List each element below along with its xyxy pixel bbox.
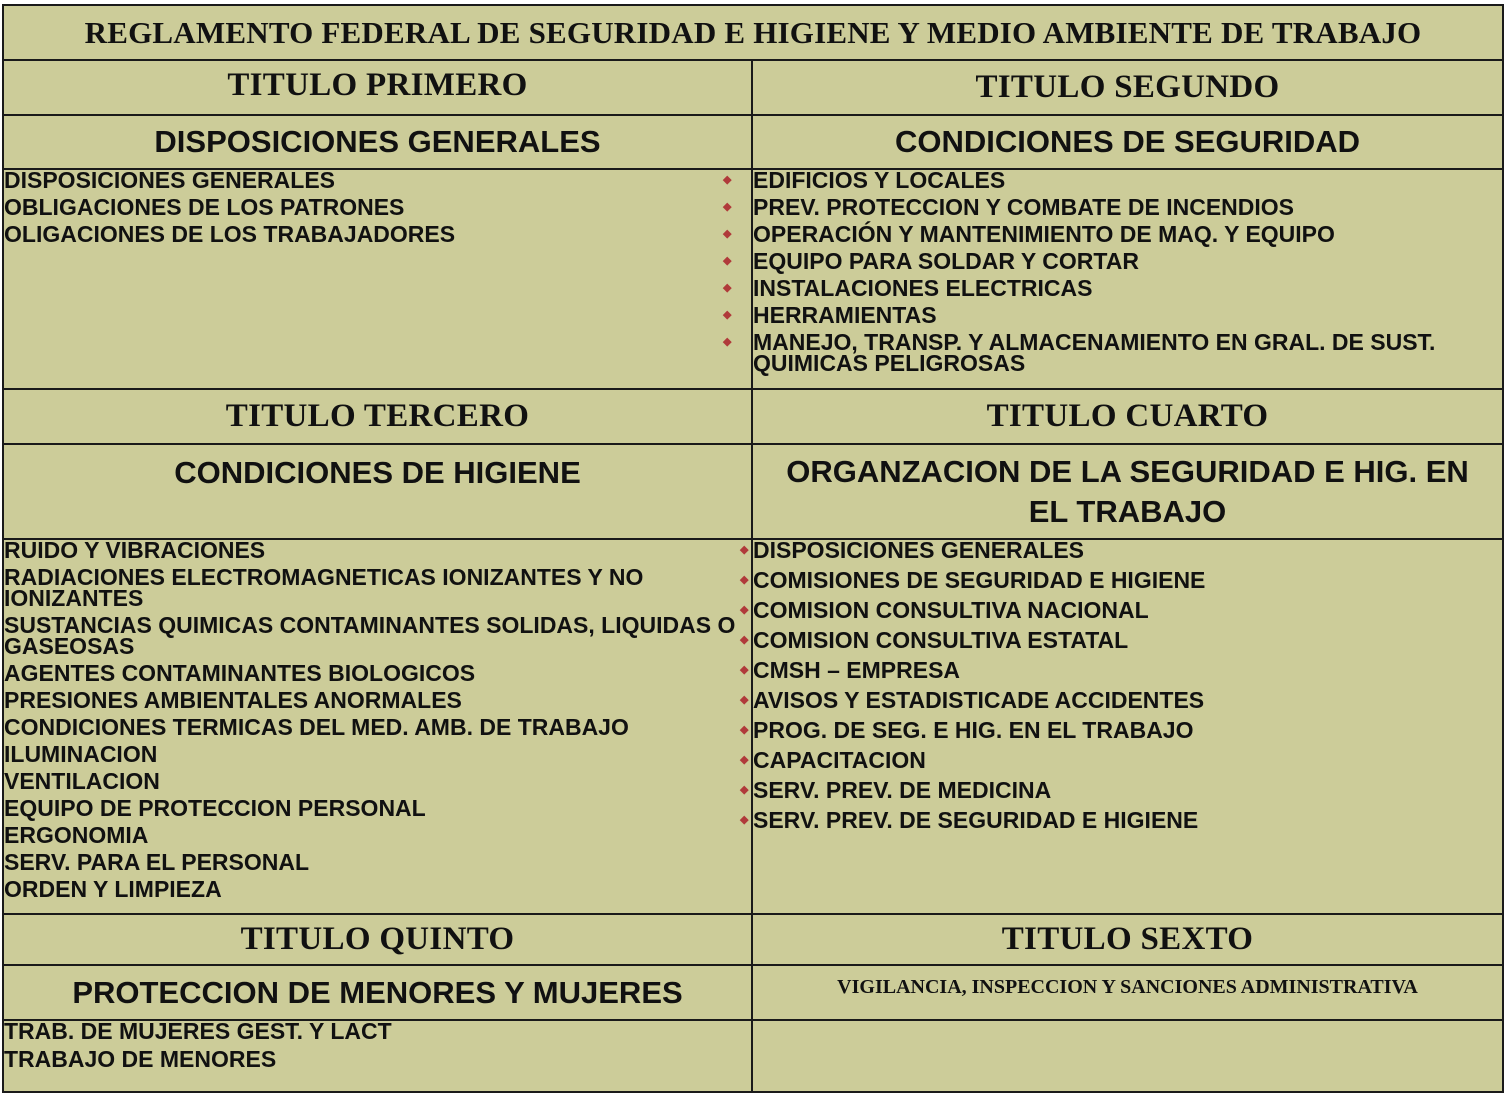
titulo-tercero-heading: TITULO TERCERO — [3, 389, 752, 444]
list-item — [4, 1046, 751, 1072]
list-item — [4, 1018, 751, 1044]
list-item-text: ERGONOMIA — [4, 822, 149, 848]
list-item — [740, 627, 1502, 653]
list-item — [4, 876, 751, 902]
list-item-text: SERV. PREV. DE MEDICINA — [753, 777, 1052, 803]
list-item — [740, 657, 1502, 683]
titulo-primero-list — [4, 167, 751, 247]
titulo-primero-section: DISPOSICIONES GENERALES — [3, 115, 752, 169]
diamond-bullet-icon: ◆ — [740, 784, 749, 796]
titulo-primero-heading: TITULO PRIMERO — [3, 60, 752, 115]
list-item — [740, 747, 1502, 773]
document-title: REGLAMENTO FEDERAL DE SEGURIDAD E HIGIENE Y MEDIO AMBIENTE DE TRABAJO — [3, 5, 1503, 60]
diamond-bullet-icon: ◆ — [740, 634, 749, 646]
list-item — [723, 194, 1502, 220]
list-item-text: CAPACITACION — [753, 747, 926, 773]
titulo-tercero-list-cell — [3, 539, 752, 914]
list-item-text: DISPOSICIONES GENERALES — [753, 537, 1085, 563]
list-item-text: COMISIONES DE SEGURIDAD E HIGIENE — [753, 567, 1206, 593]
titulo-sexto-heading: TITULO SEXTO — [752, 914, 1503, 965]
titulo-primero-list-cell — [3, 169, 752, 389]
list-item — [4, 795, 751, 821]
diamond-bullet-icon: ◆ — [723, 336, 732, 348]
titulo-segundo-heading: TITULO SEGUNDO — [752, 60, 1503, 115]
list-item — [4, 741, 751, 767]
list-item-text: PRESIONES AMBIENTALES ANORMALES — [4, 687, 462, 713]
list-item — [4, 221, 751, 247]
diamond-bullet-icon: ◆ — [723, 174, 732, 186]
titulo-segundo-list — [723, 167, 1502, 376]
list-item-text: INSTALACIONES ELECTRICAS — [753, 275, 1093, 301]
list-item-text: SERV. PREV. DE SEGURIDAD E HIGIENE — [753, 807, 1199, 833]
titulo-cuarto-list — [740, 537, 1502, 833]
list-item-text: TRABAJO DE MENORES — [4, 1046, 277, 1072]
list-item — [740, 777, 1502, 803]
list-item-text: RUIDO Y VIBRACIONES — [4, 537, 266, 563]
list-item — [740, 537, 1502, 563]
diamond-bullet-icon: ◆ — [740, 814, 749, 826]
list-item-text: EDIFICIOS Y LOCALES — [753, 167, 1006, 193]
diamond-bullet-icon: ◆ — [723, 255, 732, 267]
diamond-bullet-icon: ◆ — [723, 282, 732, 294]
titulo-cuarto-heading: TITULO CUARTO — [752, 389, 1503, 444]
list-item-text: CMSH – EMPRESA — [753, 657, 961, 683]
titulo-quinto-list-cell — [3, 1020, 752, 1092]
titulo-cuarto-section: ORGANZACION DE LA SEGURIDAD E HIG. EN EL TRABAJO — [752, 444, 1503, 539]
list-item — [740, 567, 1502, 593]
diamond-bullet-icon: ◆ — [723, 309, 732, 321]
diamond-bullet-icon: ◆ — [740, 604, 749, 616]
list-item-text: COMISION CONSULTIVA NACIONAL — [753, 597, 1149, 623]
list-item — [4, 687, 751, 713]
list-item — [4, 768, 751, 794]
list-item — [4, 714, 751, 740]
list-item-text: OPERACIÓN Y MANTENIMIENTO DE MAQ. Y EQUIPO — [753, 221, 1335, 247]
titulo-quinto-heading: TITULO QUINTO — [3, 914, 752, 965]
list-item — [723, 302, 1502, 328]
list-item — [740, 687, 1502, 713]
titulo-segundo-list-cell — [723, 167, 1503, 389]
list-item-text: EQUIPO PARA SOLDAR Y CORTAR — [753, 248, 1139, 274]
diamond-bullet-icon: ◆ — [723, 201, 732, 213]
list-item — [723, 329, 1502, 376]
titulo-cuarto-list-cell — [740, 537, 1503, 914]
titulo-quinto-section: PROTECCION DE MENORES Y MUJERES — [3, 965, 752, 1020]
list-item-text: ILUMINACION — [4, 741, 158, 767]
diamond-bullet-icon: ◆ — [740, 724, 749, 736]
list-item-text: CONDICIONES TERMICAS DEL MED. AMB. DE TRABAJO — [4, 714, 629, 740]
diamond-bullet-icon: ◆ — [740, 544, 749, 556]
list-item — [740, 717, 1502, 743]
list-item — [723, 167, 1502, 193]
list-item — [4, 167, 751, 193]
list-item-text: OBLIGACIONES DE LOS PATRONES — [4, 194, 405, 220]
list-item-text: PREV. PROTECCION Y COMBATE DE INCENDIOS — [753, 194, 1295, 220]
list-item — [4, 822, 751, 848]
list-item-text: AGENTES CONTAMINANTES BIOLOGICOS — [4, 660, 476, 686]
list-item — [4, 660, 751, 686]
diamond-bullet-icon: ◆ — [740, 754, 749, 766]
list-item-text: VENTILACION — [4, 768, 160, 794]
list-item-text: MANEJO, TRANSP. Y ALMACENAMIENTO EN GRAL. DE SUST. QUIMICAS PELIGROSAS — [753, 329, 1436, 376]
list-item-text: SUSTANCIAS QUIMICAS CONTAMINANTES SOLIDAS, LIQUIDAS O GASEOSAS — [4, 612, 736, 659]
list-item-text: HERRAMIENTAS — [753, 302, 937, 328]
list-item-text: TRAB. DE MUJERES GEST. Y LACT — [4, 1018, 392, 1044]
list-item-text: SERV. PARA EL PERSONAL — [4, 849, 310, 875]
list-item-text: RADIACIONES ELECTROMAGNETICAS IONIZANTES Y NO IONIZANTES — [4, 564, 644, 611]
list-item — [4, 194, 751, 220]
list-item — [4, 564, 751, 611]
list-item-text: PROG. DE SEG. E HIG. EN EL TRABAJO — [753, 717, 1194, 743]
list-item — [4, 849, 751, 875]
list-item — [740, 597, 1502, 623]
list-item — [723, 221, 1502, 247]
titulo-segundo-section: CONDICIONES DE SEGURIDAD — [752, 115, 1503, 169]
titulo-tercero-section: CONDICIONES DE HIGIENE — [3, 444, 752, 539]
diamond-bullet-icon: ◆ — [740, 664, 749, 676]
titulo-sexto-section: VIGILANCIA, INSPECCION Y SANCIONES ADMINISTRATIVA — [752, 965, 1503, 1020]
list-item — [723, 248, 1502, 274]
empty-cell — [752, 1020, 1503, 1092]
list-item — [740, 807, 1502, 833]
list-item-text: ORDEN Y LIMPIEZA — [4, 876, 222, 902]
reglamento-table — [2, 4, 1504, 1093]
diamond-bullet-icon: ◆ — [740, 574, 749, 586]
diamond-bullet-icon: ◆ — [723, 228, 732, 240]
titulo-quinto-list — [4, 1018, 751, 1072]
list-item-text: DISPOSICIONES GENERALES — [4, 167, 336, 193]
titulo-tercero-list — [4, 537, 751, 902]
list-item-text: COMISION CONSULTIVA ESTATAL — [753, 627, 1129, 653]
list-item — [723, 275, 1502, 301]
list-item-text: EQUIPO DE PROTECCION PERSONAL — [4, 795, 426, 821]
diamond-bullet-icon: ◆ — [740, 694, 749, 706]
list-item — [4, 537, 751, 563]
list-item-text: AVISOS Y ESTADISTICADE ACCIDENTES — [753, 687, 1205, 713]
list-item — [4, 612, 751, 659]
list-item-text: OLIGACIONES DE LOS TRABAJADORES — [4, 221, 456, 247]
